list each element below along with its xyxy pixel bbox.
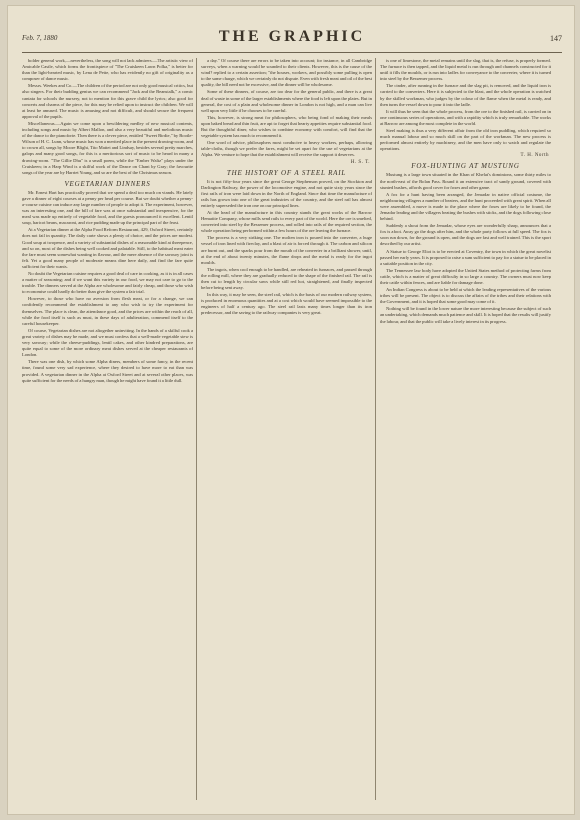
article-paragraph: A Statue to George Eliot is to be erected at Coventry, the town in which the great novelist passed her early years. It is proposed to raise a sum sufficient to pay for a statue to be placed in a suitable position in the city. bbox=[380, 248, 551, 266]
article-paragraph: The ingots, when cool enough to be handled, are reheated in furnaces, and passed through the rolling mill, where they are gradually reduced to the shape of the finished rail. The rail is then cut to length by circular saws while still red hot, straightened, and finally inspected before being sent away. bbox=[201, 266, 372, 291]
article-paragraph: Mustung is a large town situated in the Khan of Khelat's dominions, some thirty miles to the north-east of the Bolan Pass. Round it an extensive tract of sandy ground, covered with stunted bushes, affords good cover for foxes and other game. bbox=[380, 172, 551, 190]
article-paragraph: An Indian Congress is about to be held at which the leading representatives of the various tribes will be present. The object is to discuss the affairs of the tribes and their relations with the Government, and it is hoped that some good may come of it. bbox=[380, 287, 551, 305]
article-paragraph: Suddenly a shout from the Jemadar, whose eyes are wonderfully sharp, announces that a fox is afoot. Away go the dogs after him, and the whole party follows at full speed. The fox is soon run down, for the ground is open, and the dogs are fast and well trained. This is the sport described by our artist. bbox=[380, 223, 551, 247]
article-paragraph: The cinder, after running in the furnace and the slag pit, is removed, and the liquid iron is carried to the converters. Here it is subjected to the blast, and the whole operation is watched by the skilled workman, who judges by the colour of the flame when the metal is ready, and then turns the vessel down to pour it into the ladle. bbox=[380, 83, 551, 107]
article-heading: VEGETARIAN DINNERS bbox=[64, 179, 151, 188]
article-paragraph: No doubt the Vegetarian cuisine requires a good deal of care in cooking, as it is in all cases a matter of seasoning; and if we want this variety in our food, we may not care to go to the trouble. The dinners served at the Alpha are wholesome and fairly cheap, and those who wish to economise could hardly do better than give the system a fair trial. bbox=[22, 271, 193, 295]
article-paragraph: The process is a very striking one. The molten iron is poured into the converter, a huge vessel of iron lined with fireclay, and a blast of air is forced through it. The carbon and silicon are burnt out, and the sparks pour from the mouth of the converter in a brilliant shower, until, at the end of about twenty minutes, the flame drops and the metal is ready for the ingot moulds. bbox=[201, 235, 372, 265]
article-heading: FOX-HUNTING AT MUSTUNG bbox=[411, 162, 520, 171]
article-signature: T. H. North bbox=[520, 153, 549, 159]
article-paragraph: Miscellaneous.—Again we come upon a bewildering medley of new musical contents, including songs and music by Albert Mallon, and also a very beautiful and melodious music of the dance to the pianoforte. Then there is a clever piece, entitled "Sweet Birdie," by Bootle-Wilson of H. C. Lunn, whose music has won a merited place in the present drawing-room, and to crown all, songs by Moore Blight, Tito Mattei and Lindsay, besides several pretty marches, galops and many good songs, for this is a meritorious sort of music to be heard in many a drawing-room. "The Gillie Dhu" is a small poem, while the "Ember Waltz" plays under the Cruiskeen; in a Harp Wind is a skilful work of the Dance on Chant by Gray; the favourite songs of the year are by Harriet Young, and so are the best of the Christmas season. bbox=[22, 120, 193, 175]
masthead bbox=[22, 26, 562, 53]
article-paragraph: bolder general work,—nevertheless, the song will not lack admirers.—The artistic view of Amicable Castle, which forms the frontispiece of "The Cruiskeen Lawn Polka," is better for than the light-hearted music, by Lena de Pette, who has evidently no gift of originality as a composer of dance music. bbox=[22, 58, 193, 82]
article-paragraph: Nothing will be found in the lower nature the more interesting because the subject of such an undertaking, which demands much patience and skill. It is hoped that the results will justify the labour, and that the public will take a lively interest in its progress. bbox=[380, 306, 551, 324]
article-paragraph: This, however, is strong meat for philosophers, who being fond of making their meals upon baked bread and thin fruit, are apt to forget that hearty appetites require substantial food. But the thoughtful diner, who wishes to combine economy with comfort, will find that the vegetable system has much to recommend it. bbox=[201, 114, 372, 139]
article-heading: THE HISTORY OF A STEEL RAIL bbox=[226, 168, 347, 177]
article-paragraph: It will thus be seen that the whole process, from the ore to the finished rail, is carried on in one continuous series of operations, and with a rapidity which is truly remarkable. The works at Barrow are among the most complete in the world. bbox=[380, 108, 551, 126]
article-paragraph: At a Vegetarian dinner at the Alpha Food Reform Restaurant, 429, Oxford Street, certainly does not fail in quantity. The daily carte shows a plenty of choice, and the prices are modest. Good soup at twopence, and a variety of substantial dishes of a reasonable kind at threepence, and so on, most of the dishes being well cooked and palatable. Still, to the habitual meat eater the fare must seem somewhat wanting in flavour, and the mere absence of the savoury joint is felt. Yet a good many people of moderate means dine here daily, and find the fare quite sufficient for their wants. bbox=[22, 227, 193, 269]
issue-date: Feb. 7, 1880 bbox=[22, 34, 58, 42]
article-paragraph: There was one dish, by which some Alpha diners, members of some fancy, in the recent time, found some very sad experience, where they desired to have more to eat than was provided. A vegetarian dinner in the Alpha at Oxford Street and at several other places, was quite sufficient for the needs of a hungry man, though he might have found it a little dull. bbox=[22, 359, 193, 383]
column-rule bbox=[196, 58, 197, 800]
article-paragraph: One word of advice, philosophers most conducive to heavy workers, perhaps, allowing table-cloths, though we prefer the fares, might be set apart for the use of vegetarians at the Alpha. We venture to hope that the establishment will receive the support it deserves. bbox=[201, 140, 372, 158]
page-number: 147 bbox=[550, 34, 562, 43]
article-paragraph: Some of these dinners, of course, are too dear for the general public, and there is a great deal of waste in some of the larger establishments where the food is left upon the plates. But in general, the cost of a plain and wholesome dinner in London is not high, and a man can live well upon very little if he chooses to be careful. bbox=[201, 89, 372, 113]
column-2 bbox=[201, 58, 372, 800]
column-3 bbox=[380, 58, 551, 800]
article-paragraph: is one of limestone, the metal remains until the slag, that is, the refuse, is properly formed. The furnace is then tapped, and the liquid metal is run through and channels constructed for it until it fills the moulds, or is run into ladles for conveyance to the converter, where it is turned into steel by the Bessemer process. bbox=[380, 58, 551, 82]
newspaper-page bbox=[8, 6, 574, 814]
article-paragraph: Messrs. Weekes and Co.—The children of the period are not only good musical critics, but also singers. For their budding genius we can recommend "Jack and the Beanstalk," a comic cantata for schools the nursery, not to mention for this grave child the lyrics; also good for concerts and charms of the piece, for this may be relied upon to instruct the children. We will at least be amused. The music is amusing and not difficult, and should secure the frequent approval of the pupils. bbox=[22, 83, 193, 119]
article-paragraph: Steel making is thus a very different affair from the old iron puddling, which required so much manual labour and so much skill on the part of the workman. The new process is performed almost entirely by machinery, and the men have only to watch and regulate the operations. bbox=[380, 128, 551, 152]
newspaper-title: THE GRAPHIC bbox=[218, 28, 366, 45]
article-paragraph: However, to those who have no aversion from flesh meat, or for a change, we can confidently recommend the establishment to any who wish to try the experiment for themselves. The place is clean, the attendance good, and the prices are within the reach of all, while the food itself is such as must, in these days of adulteration, commend itself to the careful housekeeper. bbox=[22, 296, 193, 326]
article-paragraph: a day." Of course there are errors to be taken into account; for instance, in all Cambridge surveys, when a warning would be sounded to their clients. However, this is the cause of the wind? replied to a certain assertion; "the houses, workers, and possibly some pulling is open to the same charge, which we certainly do not dispute. Even with fresh meat and oil of the best quality, the bill need not be excessive, and the dinner will be wholesome. bbox=[201, 58, 372, 88]
column-rule bbox=[375, 58, 376, 800]
article-paragraph: At the head of the manufacture in this country stands the great works of the Barrow Hematite Company, whose mills send rails to every part of the world. Here the ore is smelted, converted into steel by the Bessemer process, and rolled into rails of the required section, the whole operation being performed within a few hours of the ore leaving the furnace. bbox=[201, 209, 372, 234]
article-paragraph: In this way, it may be seen, the steel rail, which is the basis of our modern railway system, is produced in enormous quantities and at a cost which would have seemed impossible to the engineers of half a century ago. The steel rail lasts many times longer than its iron predecessor, and the saving to the railway companies is very great. bbox=[201, 292, 372, 316]
article-paragraph: Mr. Ernest Hart has practically proved that we spend a deal too much on viands. He lately gave a dinner of eight courses at a penny per head per course. But we doubt whether a penny-a-course cuisine can induce any large number of people to adopt it. The experiment, however, was an interesting one, and the bill of fare was at once substantial and inexpensive, for the meal was made up entirely of vegetable food, and the guests pronounced it excellent. Lentil soup, haricot beans, macaroni, and rice pudding made up the principal part of the feast. bbox=[22, 189, 193, 226]
column-1 bbox=[22, 58, 193, 800]
article-paragraph: The Tennessee law body have adopted the United States method of protecting farms from cattle, which is a matter of great difficulty in so large a country. The owners must now keep their cattle within fences, and are liable for damage done. bbox=[380, 267, 551, 285]
article-columns bbox=[22, 58, 562, 800]
article-paragraph: Of course, Vegetarian dishes are not altogether uninviting. In the hands of a skilful cook a great variety of dishes may be made, and we must confess that a well-made vegetable stew is very savoury; while the cheese-puddings, lentil cakes, and other kindred preparations, are quite equal to some of the more ordinary meat dishes served at the cheaper restaurants of London. bbox=[22, 327, 193, 358]
article-paragraph: A fox for a hunt having been arranged, the Jemadar in native official costume, the neighbouring villagers a number of beaters, and the hunt proceeded with great spirit. When all were assembled, a move is made to the place where the foxes are likely to be found, the Jemadar leading and the villagers beating the bushes with sticks, and the dogs following close behind. bbox=[380, 191, 551, 222]
article-paragraph: It is not fifty-four years since the great George Stephenson proved, on the Stockton and Darlington Railway, the power of the locomotive engine, and not quite sixty years since the first rails of iron were laid down in the North of England. Since that time the manufacture of rails has grown into one of the great industries of the country, and the steel rail has almost entirely superseded the iron one on our principal lines. bbox=[201, 178, 372, 208]
article-signature: H. S. T. bbox=[350, 159, 370, 165]
